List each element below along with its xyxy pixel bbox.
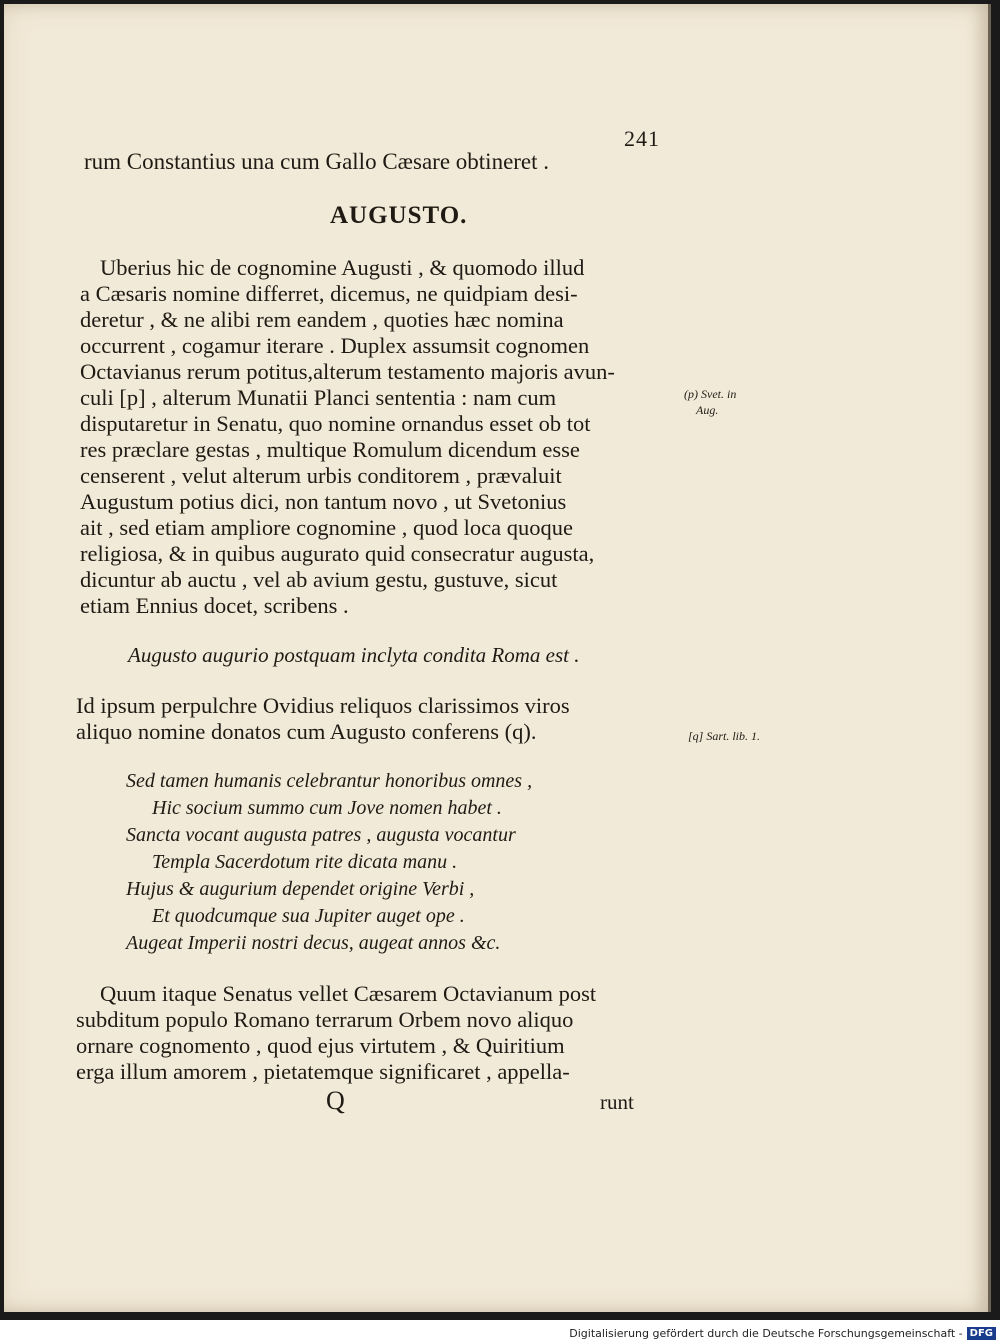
dfg-logo-icon: DFG — [967, 1327, 996, 1340]
text-line: a Cæsaris nomine differret, dicemus, ne quidpiam desi- — [80, 281, 578, 306]
verse-line: Et quodcumque sua Jupiter auget ope . — [152, 905, 465, 927]
verse-line: Templa Sacerdotum rite dicata manu . — [152, 851, 458, 873]
margin-note-q: [q] Sart. lib. 1. — [688, 729, 761, 743]
text-line: Id ipsum perpulchre Ovidius reliquos clarissimos viros — [76, 693, 570, 718]
text-line: occurrent , cogamur iterare . Duplex assumsit cognomen — [80, 333, 590, 358]
digitization-credit — [569, 1327, 996, 1340]
text-line: disputaretur in Senatu, quo nomine ornandus esset ob tot — [80, 411, 591, 436]
text-line: subditum populo Romano terrarum Orbem novo aliquo — [76, 1007, 574, 1032]
text-line: dicuntur ab auctu , vel ab avium gestu, gustuve, sicut — [80, 567, 558, 592]
text-line: erga illum amorem , pietatemque significaret , appella- — [76, 1059, 570, 1084]
text-line: censerent , velut alterum urbis conditorem , prævaluit — [80, 463, 562, 488]
verse-line: Augeat Imperii nostri decus, augeat annos &c. — [126, 932, 501, 954]
margin-note-p-continued: Aug. — [696, 403, 719, 417]
signature-mark: Q — [326, 1086, 345, 1115]
margin-note-p: (p) Svet. in — [684, 387, 737, 401]
first-line: rum Constantius una cum Gallo Cæsare obtineret . — [84, 149, 550, 174]
text-line: Octavianus rerum potitus,alterum testamento majoris avun- — [80, 359, 615, 384]
section-heading: AUGUSTO. — [330, 202, 468, 229]
verse-line: Hic socium summo cum Jove nomen habet . — [152, 797, 502, 819]
text-line: res præclare gestas , multique Romulum dicendum esse — [80, 437, 580, 462]
ennius-quote: Augusto augurio postquam inclyta condita Roma est . — [128, 643, 580, 667]
verse-line: Sed tamen humanis celebrantur honoribus omnes , — [126, 770, 533, 792]
text-line: Quum itaque Senatus vellet Cæsarem Octavianum post — [100, 981, 597, 1006]
text-line: culi [p] , alterum Munatii Planci sententia : nam cum — [80, 385, 557, 410]
verse-line: Sancta vocant augusta patres , augusta vocantur — [126, 824, 516, 846]
text-line: aliquo nomine donatos cum Augusto conferens (q). — [76, 719, 537, 744]
catchword: runt — [600, 1090, 634, 1114]
text-line: ornare cognomento , quod ejus virtutem , & Quiritium — [76, 1033, 565, 1058]
text-line: Augustum potius dici, non tantum novo , ut Svetonius — [80, 489, 567, 514]
page-number: 241 — [624, 126, 660, 151]
text-line: ait , sed etiam ampliore cognomine , quod loca quoque — [80, 515, 573, 540]
text-line: deretur , & ne alibi rem eandem , quoties hæc nomina — [80, 307, 564, 332]
credit-text: Digitalisierung gefördert durch die Deutsche Forschungsgemeinschaft - — [569, 1327, 963, 1340]
text-line: Uberius hic de cognomine Augusti , & quomodo illud — [100, 255, 585, 280]
text-line: religiosa, & in quibus augurato quid consecratur augusta, — [80, 541, 595, 566]
text-line: etiam Ennius docet, scribens . — [80, 593, 349, 618]
book-page — [4, 4, 991, 1312]
verse-line: Hujus & augurium dependet origine Verbi , — [126, 878, 475, 900]
